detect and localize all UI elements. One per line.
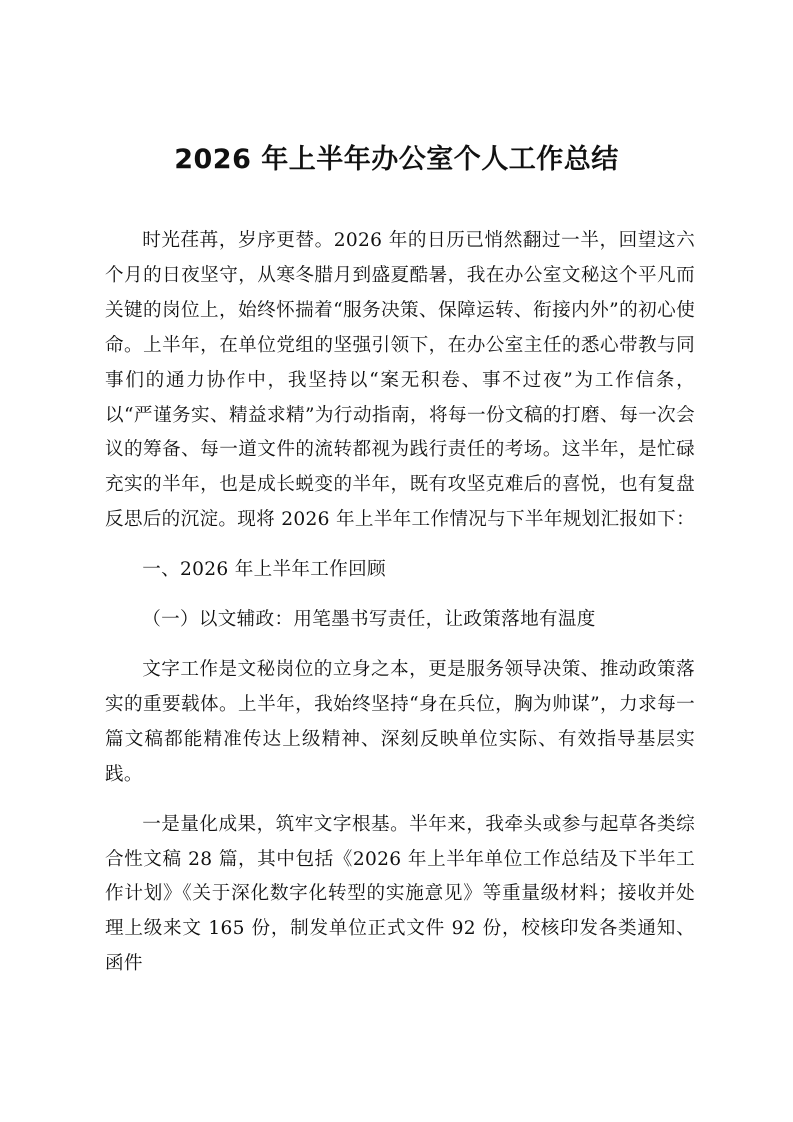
subsection-heading-writing: （一）以文辅政：用笔墨书写责任，让政策落地有温度 xyxy=(142,609,596,631)
intro-paragraph: 时光荏苒，岁序更替。2026 年的日历已悄然翻过一半，回望这六个月的日夜坚守，从寒冬腊月到盛夏酷暑，我在办公室文秘这个平凡而关键的岗位上，始终怀揣着“服务决策、保障运转、衔接内外”的初心使命。上半年，在单位党组的坚强引领下，在办公室主任的悉心带教与同事们的通力协作中，我坚持以“案无积卷、事不过夜”为工作信条，以“严谨务实、精益求精”为行动指南，将每一份文稿的打磨、每一次会议的筹备、每一道文件的流转都视为践行责任的考场。这半年，是忙碌充实的半年，也是成长蜕变的半年，既有攻坚克难后的喜悦，也有复盘反思后的沉淀。现将 2026 年上半年工作情况与下半年规划汇报如下： xyxy=(105,230,695,531)
writing-paragraph: 文字工作是文秘岗位的立身之本，更是服务领导决策、推动政策落实的重要载体。上半年，我始终坚持“身在兵位，胸为帅谋”，力求每一篇文稿都能精准传达上级精神、深刻反映单位实际、有效指导基层实践。 xyxy=(105,658,695,785)
document-title: 2026 年上半年办公室个人工作总结 xyxy=(174,144,619,175)
quantified-results-paragraph: 一是量化成果，筑牢文字根基。半年来，我牵头或参与起草各类综合性文稿 28 篇，其中包括《2026 年上半年单位工作总结及下半年工作计划》《关于深化数字化转型的实施意见》等重量级材料；接收并处理上级来文 165 份，制发单位正式文件 92 份，校核印发各类通知、函件 xyxy=(105,813,695,975)
section-heading-review: 一、2026 年上半年工作回顾 xyxy=(142,559,386,581)
document-body xyxy=(105,224,695,982)
